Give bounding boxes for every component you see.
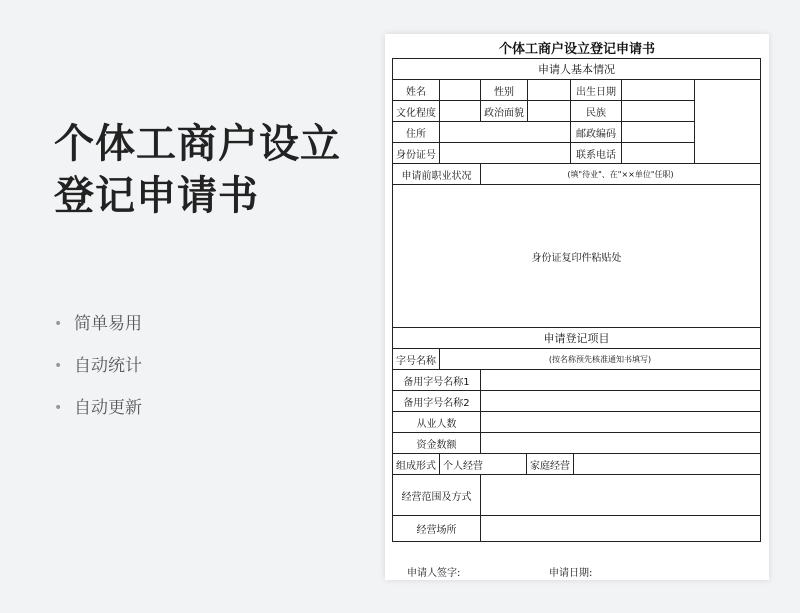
scope-label: 经营范围及方式 bbox=[392, 474, 481, 516]
alt-name2-label: 备用字号名称2 bbox=[392, 390, 481, 412]
feature-item bbox=[54, 352, 142, 394]
phone-label: 联系电话 bbox=[570, 142, 622, 164]
bullet-icon: • bbox=[54, 316, 63, 332]
alt-name1-label: 备用字号名称1 bbox=[392, 369, 481, 391]
bullet-icon: • bbox=[54, 400, 63, 416]
education-field[interactable] bbox=[439, 100, 481, 122]
id-label: 身份证号 bbox=[392, 142, 440, 164]
form-preview bbox=[385, 34, 769, 580]
org-form-blank bbox=[573, 453, 761, 475]
address-field[interactable] bbox=[439, 121, 571, 143]
capital-label: 资金数额 bbox=[392, 432, 481, 454]
feature-item bbox=[54, 394, 142, 436]
feature-label: 简单易用 bbox=[74, 314, 142, 334]
photo-box bbox=[694, 79, 761, 164]
education-label: 文化程度 bbox=[392, 100, 440, 122]
ethnicity-label: 民族 bbox=[570, 100, 622, 122]
scope-field[interactable] bbox=[480, 474, 761, 516]
prior-job-label: 申请前职业状况 bbox=[392, 163, 481, 185]
page-title-line-2: 登记申请书 bbox=[54, 173, 259, 219]
gender-label: 性别 bbox=[480, 79, 528, 101]
name-field[interactable] bbox=[439, 79, 481, 101]
signature-label: 申请人签字: bbox=[407, 568, 461, 579]
employees-field[interactable] bbox=[480, 411, 761, 433]
birth-field[interactable] bbox=[621, 79, 695, 101]
section-header-applicant: 申请人基本情况 bbox=[392, 58, 761, 80]
org-individual-option[interactable]: 个人经营 bbox=[439, 453, 527, 475]
feature-label: 自动更新 bbox=[74, 398, 142, 418]
org-form-label: 组成形式 bbox=[392, 453, 440, 475]
political-field[interactable] bbox=[527, 100, 571, 122]
date-label: 申请日期: bbox=[549, 568, 593, 579]
page-title-line-1: 个体工商户设立 bbox=[54, 121, 341, 167]
org-family-option[interactable]: 家庭经营 bbox=[526, 453, 574, 475]
id-field[interactable] bbox=[439, 142, 571, 164]
address-label: 住所 bbox=[392, 121, 440, 143]
premises-field[interactable] bbox=[480, 515, 761, 542]
ethnicity-field[interactable] bbox=[621, 100, 695, 122]
page-title bbox=[54, 118, 341, 222]
postcode-field[interactable] bbox=[621, 121, 695, 143]
premises-label: 经营场所 bbox=[392, 515, 481, 542]
alt-name1-field[interactable] bbox=[480, 369, 761, 391]
id-copy-area: 身份证复印件粘贴处 bbox=[392, 184, 761, 328]
feature-item bbox=[54, 310, 142, 352]
trade-name-hint[interactable]: (按名称预先核准通知书填写) bbox=[439, 348, 761, 370]
feature-label: 自动统计 bbox=[74, 356, 142, 376]
prior-job-hint[interactable]: (填"待业"、在"××单位"任职) bbox=[480, 163, 761, 185]
political-label: 政治面貌 bbox=[480, 100, 528, 122]
feature-list bbox=[54, 310, 142, 436]
bullet-icon: • bbox=[54, 358, 63, 374]
capital-field[interactable] bbox=[480, 432, 761, 454]
trade-name-label: 字号名称 bbox=[392, 348, 440, 370]
name-label: 姓名 bbox=[392, 79, 440, 101]
alt-name2-field[interactable] bbox=[480, 390, 761, 412]
section-header-registration: 申请登记项目 bbox=[392, 327, 761, 349]
employees-label: 从业人数 bbox=[392, 411, 481, 433]
postcode-label: 邮政编码 bbox=[570, 121, 622, 143]
gender-field[interactable] bbox=[527, 79, 571, 101]
form-title: 个体工商户设立登记申请书 bbox=[498, 42, 655, 57]
birth-label: 出生日期 bbox=[570, 79, 622, 101]
phone-field[interactable] bbox=[621, 142, 695, 164]
